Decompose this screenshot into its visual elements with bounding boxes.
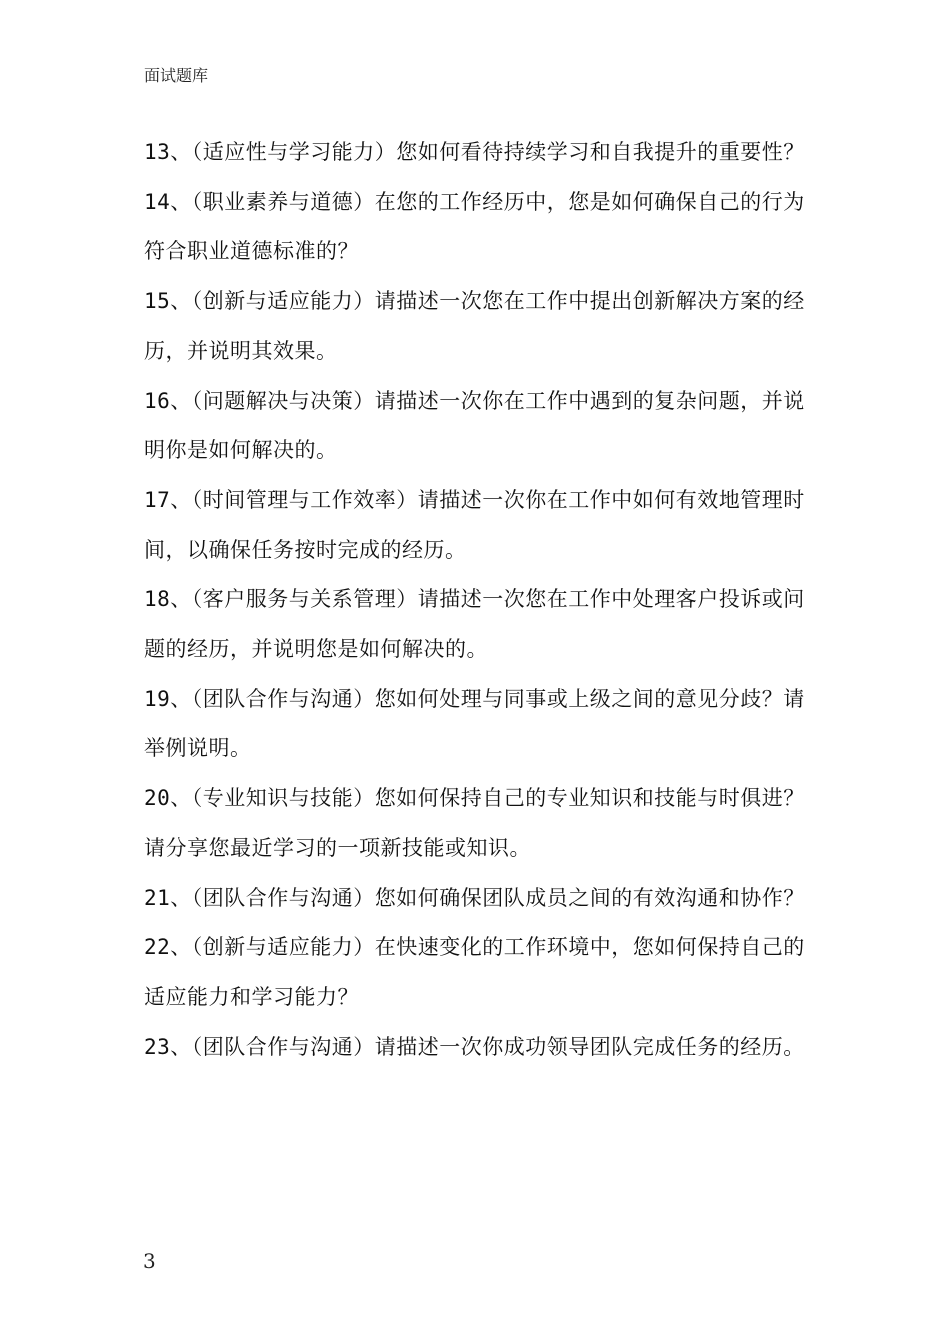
question-item: 14、（职业素养与道德）在您的工作经历中，您是如何确保自己的行为符合职业道德标准的？	[144, 189, 805, 264]
question-item: 15、（创新与适应能力）请描述一次您在工作中提出创新解决方案的经历，并说明其效果。	[144, 289, 805, 363]
question-item: 20、（专业知识与技能）您如何保持自己的专业知识和技能与时俱进？请分享您最近学习的一项新技能或知识。	[144, 786, 805, 860]
question-list	[144, 128, 812, 1072]
question-item: 16、（问题解决与决策）请描述一次你在工作中遇到的复杂问题，并说明你是如何解决的。	[144, 388, 805, 463]
question-item: 13、（适应性与学习能力）您如何看待持续学习和自我提升的重要性？	[144, 140, 805, 164]
page-number: 3	[143, 1249, 156, 1273]
question-item: 22、（创新与适应能力）在快速变化的工作环境中，您如何保持自己的适应能力和学习能力？	[144, 935, 805, 1009]
question-item: 21、（团队合作与沟通）您如何确保团队成员之间的有效沟通和协作？	[144, 885, 805, 910]
question-item: 17、（时间管理与工作效率）请描述一次你在工作中如何有效地管理时间，以确保任务按时完成的经历。	[144, 487, 805, 562]
page-header: 面试题库	[144, 66, 209, 85]
question-item: 23、（团队合作与沟通）请描述一次你成功领导团队完成任务的经历。	[144, 1034, 805, 1059]
question-item: 18、（客户服务与关系管理）请描述一次您在工作中处理客户投诉或问题的经历，并说明您是如何解决的。	[144, 587, 805, 662]
question-item: 19、（团队合作与沟通）您如何处理与同事或上级之间的意见分歧？请举例说明。	[144, 686, 805, 761]
